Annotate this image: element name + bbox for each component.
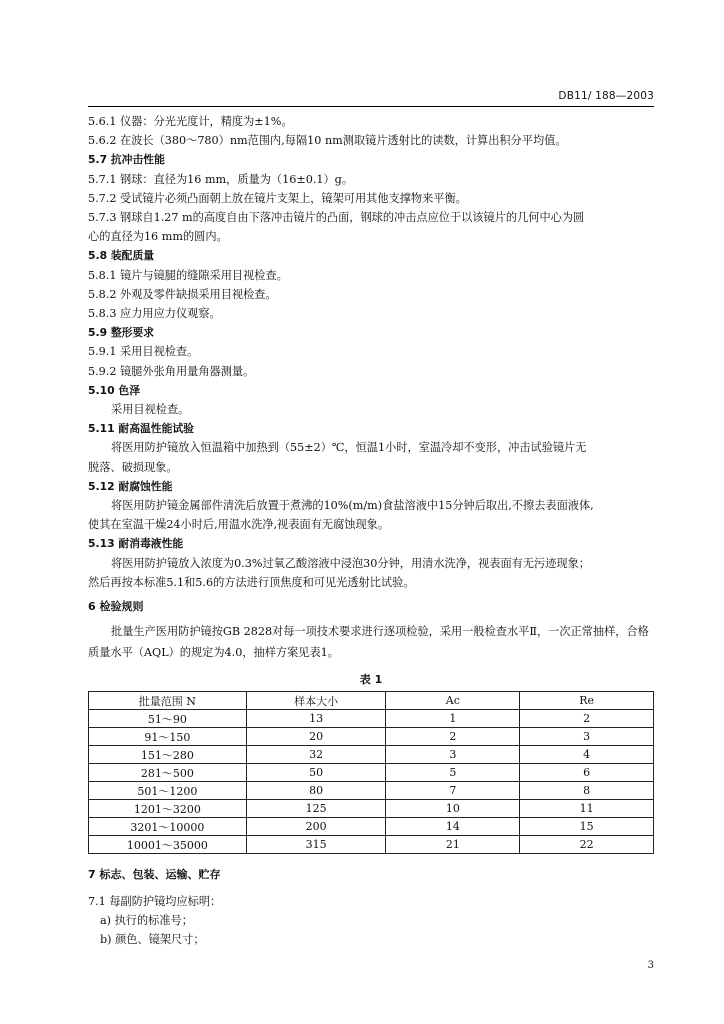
- table-cell: 91～150: [89, 728, 247, 746]
- text-line: 使其在室温干燥24小时后,用温水洗净,视表面有无腐蚀现象。: [88, 518, 390, 532]
- table-cell: 5: [386, 764, 520, 782]
- table-cell: 6: [520, 764, 654, 782]
- table-cell: 315: [246, 836, 386, 854]
- table-cell: 501～1200: [89, 782, 247, 800]
- standard-code: DB11/ 188—2003: [558, 90, 654, 102]
- section-heading: 5.8 装配质量: [88, 249, 155, 263]
- section-6-heading: 6 检验规则: [88, 600, 144, 614]
- table-cell: 11: [520, 800, 654, 818]
- section-heading: 5.11 耐高温性能试验: [88, 422, 194, 436]
- text-line: b) 颜色、镜架尺寸；: [100, 933, 205, 947]
- table-cell: 1: [386, 710, 520, 728]
- table-cell: 2: [520, 710, 654, 728]
- table-header-cell: 批量范围 N: [89, 692, 247, 710]
- section-heading: 5.12 耐腐蚀性能: [88, 479, 173, 493]
- text-line: 5.6.1 仪器：分光光度计，精度为±1%。: [88, 115, 293, 128]
- page-number: 3: [647, 960, 654, 971]
- table-cell: 10001～35000: [89, 836, 247, 854]
- text-line: 5.9.1 采用目视检查。: [88, 345, 199, 359]
- text-line: 5.7.3 钢球自1.27 m的高度自由下落冲击镜片的凸面，钢球的冲击点应位于以该镜片的几何中心为圆: [88, 211, 585, 225]
- section-6-paragraph: 批量生产医用防护镜按GB 2828对每一项技术要求进行逐项检验，采用一般检查水平Ⅱ，一次正常抽样，合格质量水平（AQL）的规定为4.0，抽样方案见表1。: [88, 625, 649, 660]
- text-line: 采用目视检查。: [111, 403, 190, 417]
- table-row: [89, 746, 654, 764]
- text-line: 5.9.2 镜腿外张角用量角器测量。: [88, 364, 255, 378]
- table-cell: 13: [246, 710, 386, 728]
- table-cell: 3201～10000: [89, 818, 247, 836]
- table-row: [89, 710, 654, 728]
- table-cell: 200: [246, 818, 386, 836]
- table-body: [89, 710, 654, 854]
- table-cell: 80: [246, 782, 386, 800]
- section-heading: 5.9 整形要求: [88, 326, 155, 340]
- text-line: 5.7.1 钢球：直径为16 mm，质量为（16±0.1）g。: [88, 172, 354, 186]
- text-line: 5.8.1 镜片与镜腿的缝隙采用目视检查。: [88, 268, 288, 282]
- text-line: 将医用防护镜放入浓度为0.3%过氧乙酸溶液中浸泡30分钟，用清水洗净，视表面有无污迹现象；: [111, 556, 590, 570]
- table-cell: 14: [386, 818, 520, 836]
- table-cell: 8: [520, 782, 654, 800]
- text-line: a) 执行的标准号；: [100, 914, 193, 928]
- table-cell: 281～500: [89, 764, 247, 782]
- table-title: 表 1: [359, 673, 383, 687]
- table-header-cell: Re: [520, 692, 654, 710]
- text-line: 将医用防护镜放入恒温箱中加热到（55±2）℃，恒温1小时，室温冷却不变形，冲击试验镜片无: [111, 441, 587, 455]
- table-cell: 151～280: [89, 746, 247, 764]
- section-7-heading: 7 标志、包装、运输、贮存: [88, 868, 221, 882]
- table-cell: 7: [386, 782, 520, 800]
- text-line: 然后再按本标准5.1和5.6的方法进行顶焦度和可见光透射比试验。: [88, 575, 415, 589]
- table-cell: 51～90: [89, 710, 247, 728]
- table-header-cell: 样本大小: [246, 692, 386, 710]
- table-cell: 32: [246, 746, 386, 764]
- table-header-cell: Ac: [386, 692, 520, 710]
- table-cell: 1201～3200: [89, 800, 247, 818]
- table-cell: 10: [386, 800, 520, 818]
- text-line: 将医用防护镜金属部件清洗后放置于煮沸的10%(m/m)食盐溶液中15分钟后取出,不擦去表面液体,: [111, 499, 594, 513]
- document-body: [88, 112, 654, 950]
- text-line: 脱落、破损现象。: [88, 460, 178, 474]
- table-cell: 2: [386, 728, 520, 746]
- section-5-lines: [88, 112, 654, 592]
- table-row: [89, 728, 654, 746]
- table-row: [89, 836, 654, 854]
- table-cell: 20: [246, 728, 386, 746]
- table-cell: 22: [520, 836, 654, 854]
- section-heading: 5.13 耐消毒液性能: [88, 537, 184, 551]
- table-cell: 15: [520, 818, 654, 836]
- text-line: 7.1 每副防护镜均应标明：: [88, 895, 222, 909]
- table-cell: 21: [386, 836, 520, 854]
- text-line: 5.8.2 外观及零件缺损采用目视检查。: [88, 287, 277, 301]
- text-line: 5.6.2 在波长（380～780）nm范围内,每隔10 nm测取镜片透射比的读数，计算出积分平均值。: [88, 134, 567, 148]
- section-heading: 5.10 色泽: [88, 383, 140, 397]
- table-header-row: [89, 692, 654, 710]
- table-cell: 125: [246, 800, 386, 818]
- table-row: [89, 764, 654, 782]
- table-cell: 3: [520, 728, 654, 746]
- table-cell: 3: [386, 746, 520, 764]
- text-line: 5.8.3 应力用应力仪观察。: [88, 307, 221, 321]
- sampling-table: [88, 691, 654, 854]
- text-line: 心的直径为16 mm的圆内。: [88, 230, 228, 244]
- table-row: [89, 782, 654, 800]
- section-7-items: [88, 892, 654, 950]
- text-line: 5.7.2 受试镜片必须凸面朝上放在镜片支架上，镜架可用其他支撑物来平衡。: [88, 191, 467, 205]
- table-row: [89, 818, 654, 836]
- header-rule: [88, 106, 654, 107]
- table-cell: 50: [246, 764, 386, 782]
- section-heading: 5.7 抗冲击性能: [88, 153, 165, 167]
- table-cell: 4: [520, 746, 654, 764]
- table-row: [89, 800, 654, 818]
